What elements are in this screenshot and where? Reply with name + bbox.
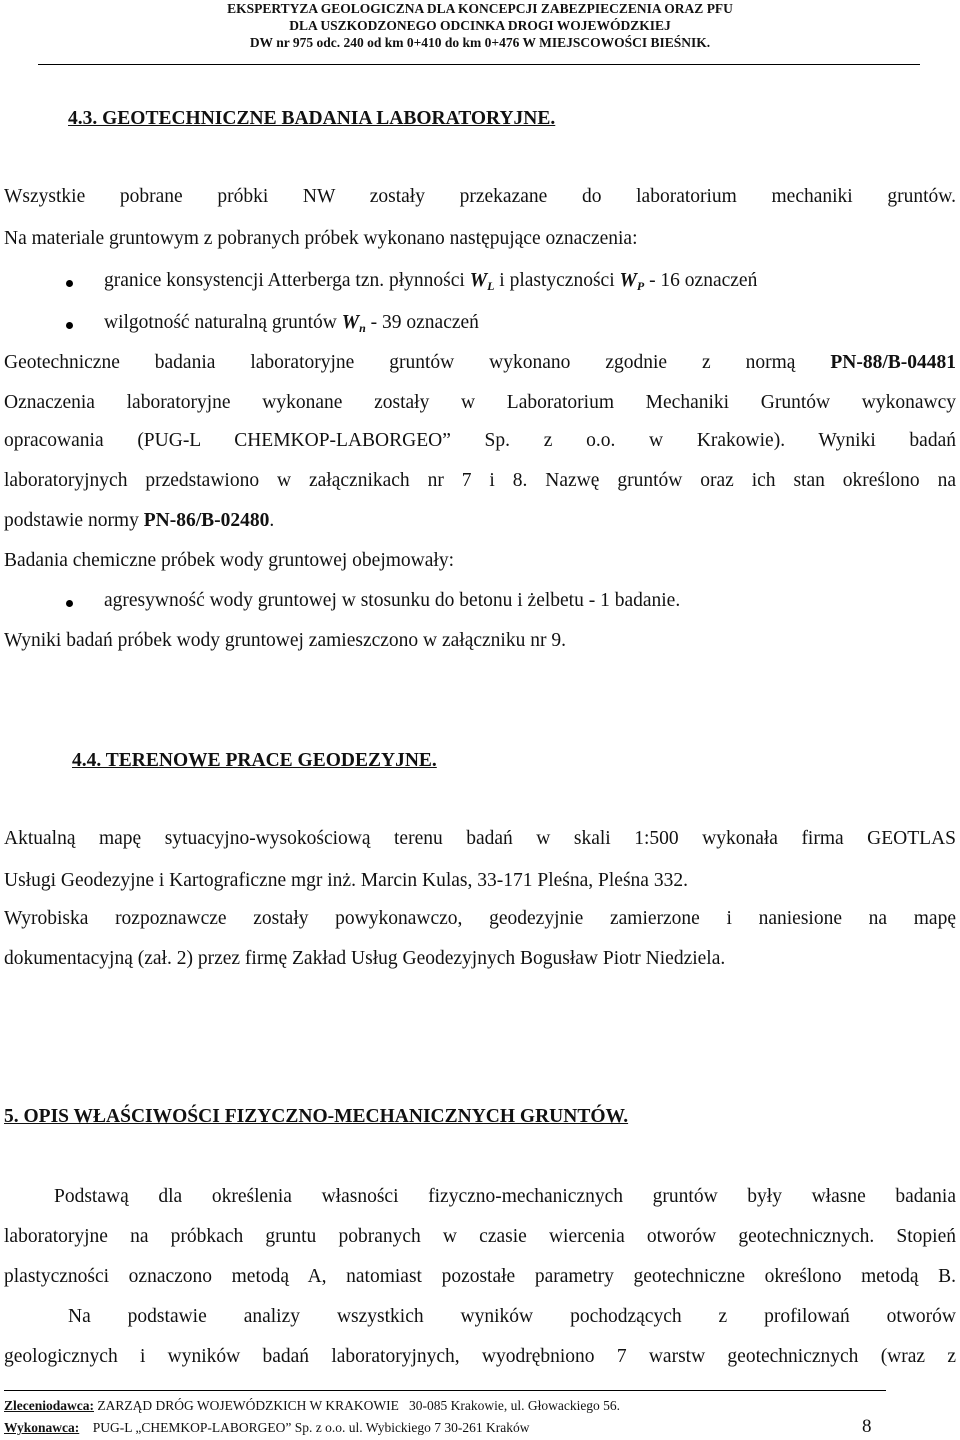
bullet-icon xyxy=(66,600,73,607)
paragraph-line: opracowania (PUG-L CHEMKOP-LABORGEO” Sp. z o.o. w Krakowie). Wyniki badań xyxy=(4,430,956,451)
list-item-atterberg: granice konsystencji Atterberga tzn. płynności $W_L$ i plastyczności $W_P - 16$ oznaczeń xyxy=(104,270,758,293)
header-line-2: DLA USZKODZONEGO ODCINKA DROGI WOJEWÓDZKIEJ xyxy=(289,18,671,33)
section-4-3-heading: 4.3. GEOTECHNICZNE BADANIA LABORATORYJNE. xyxy=(68,108,556,129)
footer-contractor: Wykonawca: PUG-L „CHEMKOP-LABORGEO” Sp. z o.o. ul. Wybickiego 7 30-261 Kraków xyxy=(4,1420,530,1435)
paragraph-line: Na podstawie analizy wszystkich wyników pochodzących z profilowań otworów xyxy=(68,1306,956,1327)
list-item-aggressiveness: agresywność wody gruntowej w stosunku do betonu i żelbetu - 1 badanie. xyxy=(104,590,681,611)
page-number: 8 xyxy=(862,1416,872,1437)
bullet-icon xyxy=(66,322,73,329)
paragraph-line: dokumentacyjną (zał. 2) przez firmę Zakład Usług Geodezyjnych Bogusław Piotr Niedziela. xyxy=(4,948,726,969)
paragraph-line: laboratoryjne na próbkach gruntu pobranych w czasie wiercenia otworów geotechnicznych. Stopień xyxy=(4,1226,956,1247)
paragraph-line: geologicznych i wyników badań laboratoryjnych, wyodrębniono 7 warstw geotechnicznych (wraz z xyxy=(4,1346,956,1367)
paragraph-line: laboratoryjnych przedstawiono w załącznikach nr 7 i 8. Nazwę gruntów oraz ich stan określono na xyxy=(4,470,956,491)
paragraph-line: Wyniki badań próbek wody gruntowej zamieszczono w załączniku nr 9. xyxy=(4,630,566,651)
paragraph-line: Podstawą dla określenia własności fizyczno-mechanicznych gruntów były własne badania xyxy=(54,1186,956,1207)
paragraph-line: Na materiale gruntowym z pobranych próbek wykonano następujące oznaczenia: xyxy=(4,228,638,249)
paragraph-line: plastyczności oznaczono metodą A, natomiast pozostałe parametry geotechniczne określono metodą B. xyxy=(4,1266,956,1287)
list-item-moisture: wilgotność naturalną gruntów $W_n - 39$ oznaczeń xyxy=(104,312,479,335)
header-rule xyxy=(38,64,920,65)
footer-client: Zleceniodawca: ZARZĄD DRÓG WOJEWÓDZKICH W KRAKOWIE 30-085 Krakowie, ul. Głowackiego 56. xyxy=(4,1398,621,1413)
footer-client-label: Zleceniodawca: xyxy=(4,1398,94,1413)
section-5-heading: 5. OPIS WŁAŚCIWOŚCI FIZYCZNO-MECHANICZNYCH GRUNTÓW. xyxy=(4,1106,629,1127)
paragraph-line: Oznaczenia laboratoryjne wykonane zostały w Laboratorium Mechaniki Gruntów wykonawcy xyxy=(4,392,956,413)
footer-rule xyxy=(4,1390,886,1391)
paragraph-line: Badania chemiczne próbek wody gruntowej obejmowały: xyxy=(4,550,454,571)
paragraph-line: Aktualną mapę sytuacyjno-wysokościową terenu badań w skali 1:500 wykonała firma GEOTLAS xyxy=(4,828,956,849)
bullet-icon xyxy=(66,280,73,287)
section-4-4-heading: 4.4. TERENOWE PRACE GEODEZYJNE. xyxy=(72,750,437,771)
paragraph-line: Wyrobiska rozpoznawcze zostały powykonawczo, geodezyjnie zamierzone i naniesione na mapę xyxy=(4,908,956,929)
paragraph-line: podstawie normy PN-86/B-02480. xyxy=(4,510,275,531)
header-line-3: DW nr 975 odc. 240 od km 0+410 do km 0+476 W MIEJSCOWOŚCI BIEŚNIK. xyxy=(249,35,711,50)
paragraph-line: Wszystkie pobrane próbki NW zostały przekazane do laboratorium mechaniki gruntów. xyxy=(4,186,956,207)
footer-contractor-label: Wykonawca: xyxy=(4,1420,80,1435)
paragraph-line: Usługi Geodezyjne i Kartograficzne mgr inż. Marcin Kulas, 33-171 Pleśna, Pleśna 332. xyxy=(4,870,688,891)
paragraph-line: Geotechniczne badania laboratoryjne gruntów wykonano zgodnie z normą PN-88/B-04481 xyxy=(4,352,956,373)
header-line-1: EKSPERTYZA GEOLOGICZNA DLA KONCEPCJI ZABEZPIECZENIA ORAZ PFU xyxy=(227,1,733,16)
